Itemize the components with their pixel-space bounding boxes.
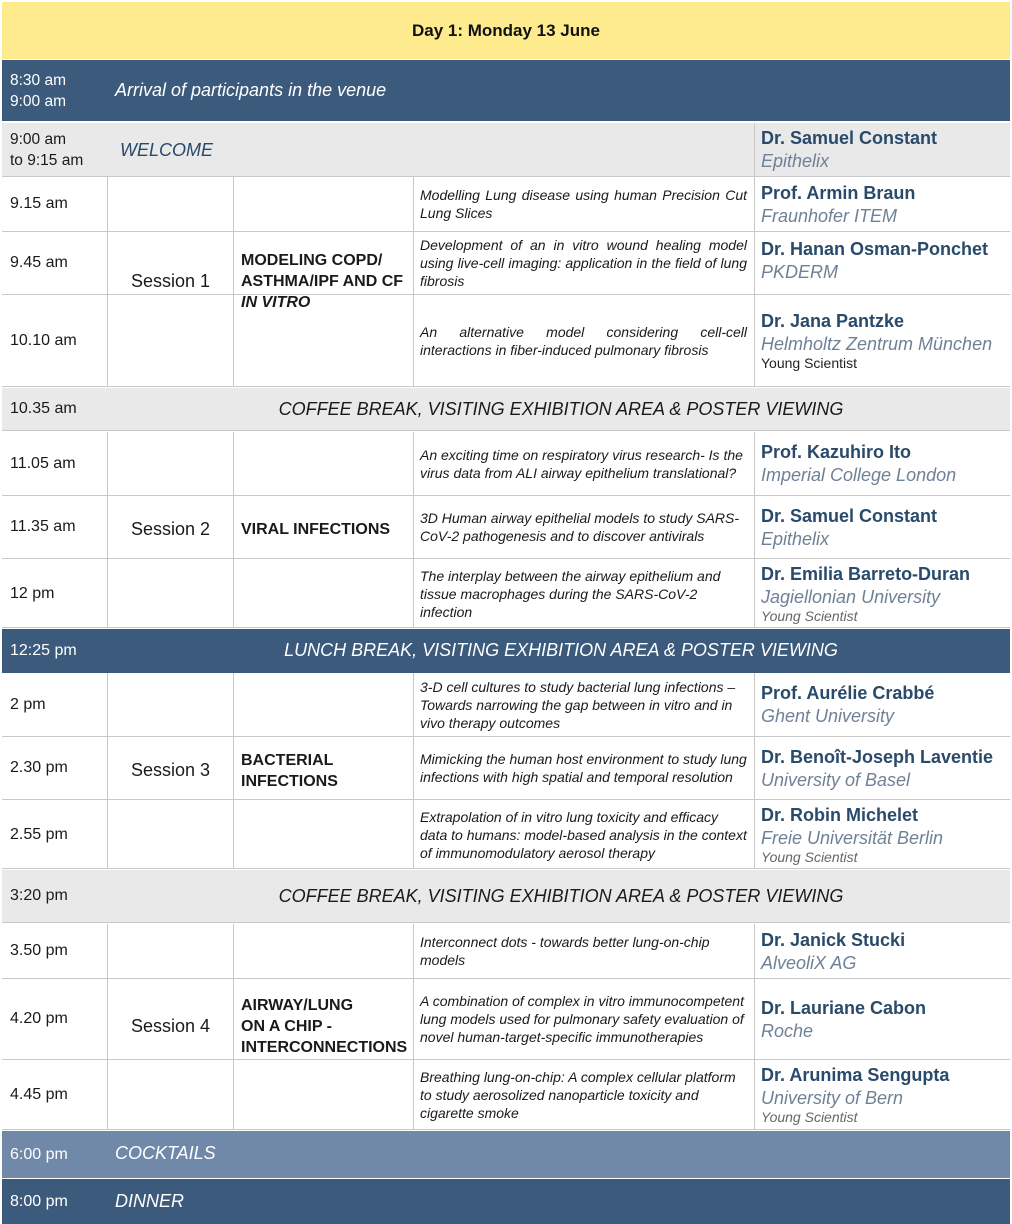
speaker-note: Young Scientist <box>761 607 858 624</box>
break-label: LUNCH BREAK, VISITING EXHIBITION AREA & POSTER VIEWING <box>284 640 838 660</box>
arrival-row <box>2 60 1010 121</box>
talk-row <box>2 978 1010 1059</box>
speaker-affiliation: Imperial College London <box>761 465 957 485</box>
speaker-name: Dr. Emilia Barreto-Duran <box>761 563 971 584</box>
talk-time: 10.10 am <box>10 332 77 349</box>
speaker-affiliation: Jagiellonian University <box>761 586 941 607</box>
speaker-note: Young Scientist <box>761 355 857 371</box>
speaker-affiliation: University of Basel <box>761 769 911 790</box>
dinner-label: DINNER <box>115 1191 185 1211</box>
speaker-name: Dr. Janick Stucki <box>761 929 906 950</box>
speaker-name: Dr. Robin Michelet <box>761 804 919 825</box>
dinner-time: 8:00 pm <box>10 1192 68 1210</box>
talk-time: 3.50 pm <box>10 942 68 959</box>
talk-row <box>2 799 1010 869</box>
break-time: 3:20 pm <box>10 887 68 904</box>
talk-time: 4.45 pm <box>10 1086 68 1103</box>
cocktails-row <box>2 1131 1010 1178</box>
session-label: Session 4 <box>107 924 233 1129</box>
talk-row <box>2 558 1010 628</box>
speaker-affiliation: University of Bern <box>761 1088 904 1108</box>
talk-title: An exciting time on respiratory virus research- Is the virus data from ALI airway epithelium translational? <box>420 446 743 481</box>
welcome-speaker <box>761 123 1009 176</box>
talk-speaker <box>761 737 1009 799</box>
talk-time: 2.30 pm <box>10 759 68 776</box>
session-1 <box>2 177 1010 387</box>
talk-row <box>2 495 1010 558</box>
talk-speaker <box>761 177 1009 231</box>
talk-title: Extrapolation of in vitro lung toxicity and efficacy data to humans: model-based analysis in the context of immunomodulatory aerosol therapy <box>420 808 747 861</box>
speaker-affiliation: Helmholtz Zentrum München <box>761 334 993 354</box>
speaker-name: Dr. Samuel Constant <box>761 505 938 526</box>
talk-row <box>2 294 1010 387</box>
speaker-name: Dr. Benoît-Joseph Laventie <box>761 746 994 767</box>
coffee-break-row <box>2 388 1010 431</box>
speaker-name: Dr. Jana Pantzke <box>761 311 905 331</box>
welcome-row <box>2 123 1010 177</box>
speaker-name: Prof. Aurélie Crabbé <box>761 683 935 703</box>
talk-speaker <box>761 559 1009 628</box>
talk-time: 2 pm <box>10 695 46 713</box>
arrival-time: 8:30 am 9:00 am <box>10 72 67 110</box>
talk-time: 11.35 am <box>10 518 76 535</box>
speaker-affiliation: Fraunhofer ITEM <box>761 205 898 226</box>
talk-title: An alternative model considering cell-cell interactions in fiber-induced pulmonary fibrosis <box>420 324 747 358</box>
coffee-break-row <box>2 870 1010 923</box>
talk-time: 9.15 am <box>10 195 68 212</box>
session-2 <box>2 432 1010 628</box>
talk-time: 9.45 am <box>10 254 68 271</box>
speaker-affiliation: Epithelix <box>761 151 830 171</box>
day-title: Day 1: Monday 13 June <box>411 20 600 40</box>
talk-title: A combination of complex in vitro immunocompetent lung models used for pulmonary safety evaluation of novel human-target-specific immunotherapies <box>420 993 744 1045</box>
talk-row <box>2 231 1010 294</box>
talk-row <box>2 432 1010 495</box>
talk-row <box>2 177 1010 231</box>
talk-row <box>2 924 1010 978</box>
session-topic: AIRWAY/LUNG ON A CHIP - INTERCONNECTIONS <box>233 924 413 1129</box>
talk-row <box>2 736 1010 799</box>
talk-speaker <box>761 496 1009 558</box>
session-label: Session 1 <box>107 177 233 386</box>
talk-speaker <box>761 1060 1009 1130</box>
cocktails-label: COCKTAILS <box>115 1143 216 1163</box>
talk-speaker <box>761 924 1009 978</box>
talk-time: 12 pm <box>10 584 55 602</box>
lunch-break-row <box>2 629 1010 673</box>
arrival-label: Arrival of participants in the venue <box>115 80 387 100</box>
cocktails-time: 6:00 pm <box>10 1145 68 1163</box>
talk-title: Interconnect dots - towards better lung-on-chip models <box>420 934 710 968</box>
talk-speaker <box>761 800 1009 869</box>
break-label: COFFEE BREAK, VISITING EXHIBITION AREA & POSTER VIEWING <box>278 399 844 419</box>
talk-speaker <box>761 232 1009 294</box>
welcome-label: WELCOME <box>120 140 214 160</box>
speaker-note: Young Scientist <box>761 1109 858 1125</box>
welcome-time: 9:00 am to 9:15 am <box>10 131 84 169</box>
talk-time: 2.55 pm <box>10 825 68 843</box>
talk-time: 11.05 am <box>10 454 76 472</box>
talk-title: Breathing lung-on-chip: A complex cellular platform to study aerosolized nanoparticle toxicity and cigarette smoke <box>420 1069 736 1121</box>
break-label: COFFEE BREAK, VISITING EXHIBITION AREA & POSTER VIEWING <box>278 886 844 906</box>
talk-title: 3-D cell cultures to study bacterial lung infections – Towards narrowing the gap between in vitro and in vivo therapy outcomes <box>420 678 736 731</box>
talk-title: Development of an in vitro wound healing model using live-cell imaging: application in the field of lung fibrosis <box>420 237 747 289</box>
speaker-name: Dr. Lauriane Cabon <box>761 997 927 1018</box>
speaker-affiliation: Roche <box>761 1020 814 1041</box>
speaker-name: Dr. Hanan Osman-Ponchet <box>761 239 989 259</box>
break-time: 10.35 am <box>10 400 77 417</box>
speaker-affiliation: Freie Universität Berlin <box>761 827 944 848</box>
speaker-name: Prof. Armin Braun <box>761 182 916 203</box>
talk-time: 4.20 pm <box>10 1010 68 1027</box>
talk-speaker <box>761 295 1009 387</box>
talk-row <box>2 673 1010 736</box>
speaker-affiliation: AlveoliX AG <box>761 952 857 973</box>
break-time: 12:25 pm <box>10 642 77 659</box>
session-topic: MODELING COPD/ ASTHMA/IPF AND CF IN VITRO <box>233 177 413 386</box>
talk-speaker <box>761 979 1009 1059</box>
speaker-affiliation: Ghent University <box>761 706 895 726</box>
talk-speaker <box>761 673 1009 736</box>
session-label: Session 3 <box>107 673 233 868</box>
dinner-row <box>2 1179 1010 1224</box>
session-topic: BACTERIAL INFECTIONS <box>233 673 413 868</box>
talk-title: The interplay between the airway epithelium and tissue macrophages during the SARS-CoV-2 infection <box>420 567 721 620</box>
session-topic: VIRAL INFECTIONS <box>233 432 413 627</box>
speaker-affiliation: Epithelix <box>761 528 830 549</box>
speaker-name: Prof. Kazuhiro Ito <box>761 442 911 462</box>
talk-title: Mimicking the human host environment to study lung infections with high spatial and temporal resolution <box>420 751 747 785</box>
session-label: Session 2 <box>107 432 233 627</box>
talk-title: 3D Human airway epithelial models to study SARS-CoV-2 pathogenesis and to discover antivirals <box>420 510 740 544</box>
talk-title: Modelling Lung disease using human Precision Cut Lung Slices <box>420 187 747 221</box>
session-3 <box>2 673 1010 869</box>
day-header <box>2 2 1010 59</box>
speaker-note: Young Scientist <box>761 848 858 865</box>
talk-row <box>2 1059 1010 1130</box>
talk-speaker <box>761 432 1009 495</box>
speaker-name: Dr. Samuel Constant <box>761 128 938 148</box>
speaker-name: Dr. Arunima Sengupta <box>761 1065 950 1085</box>
speaker-affiliation: PKDERM <box>761 262 839 282</box>
session-4 <box>2 924 1010 1130</box>
